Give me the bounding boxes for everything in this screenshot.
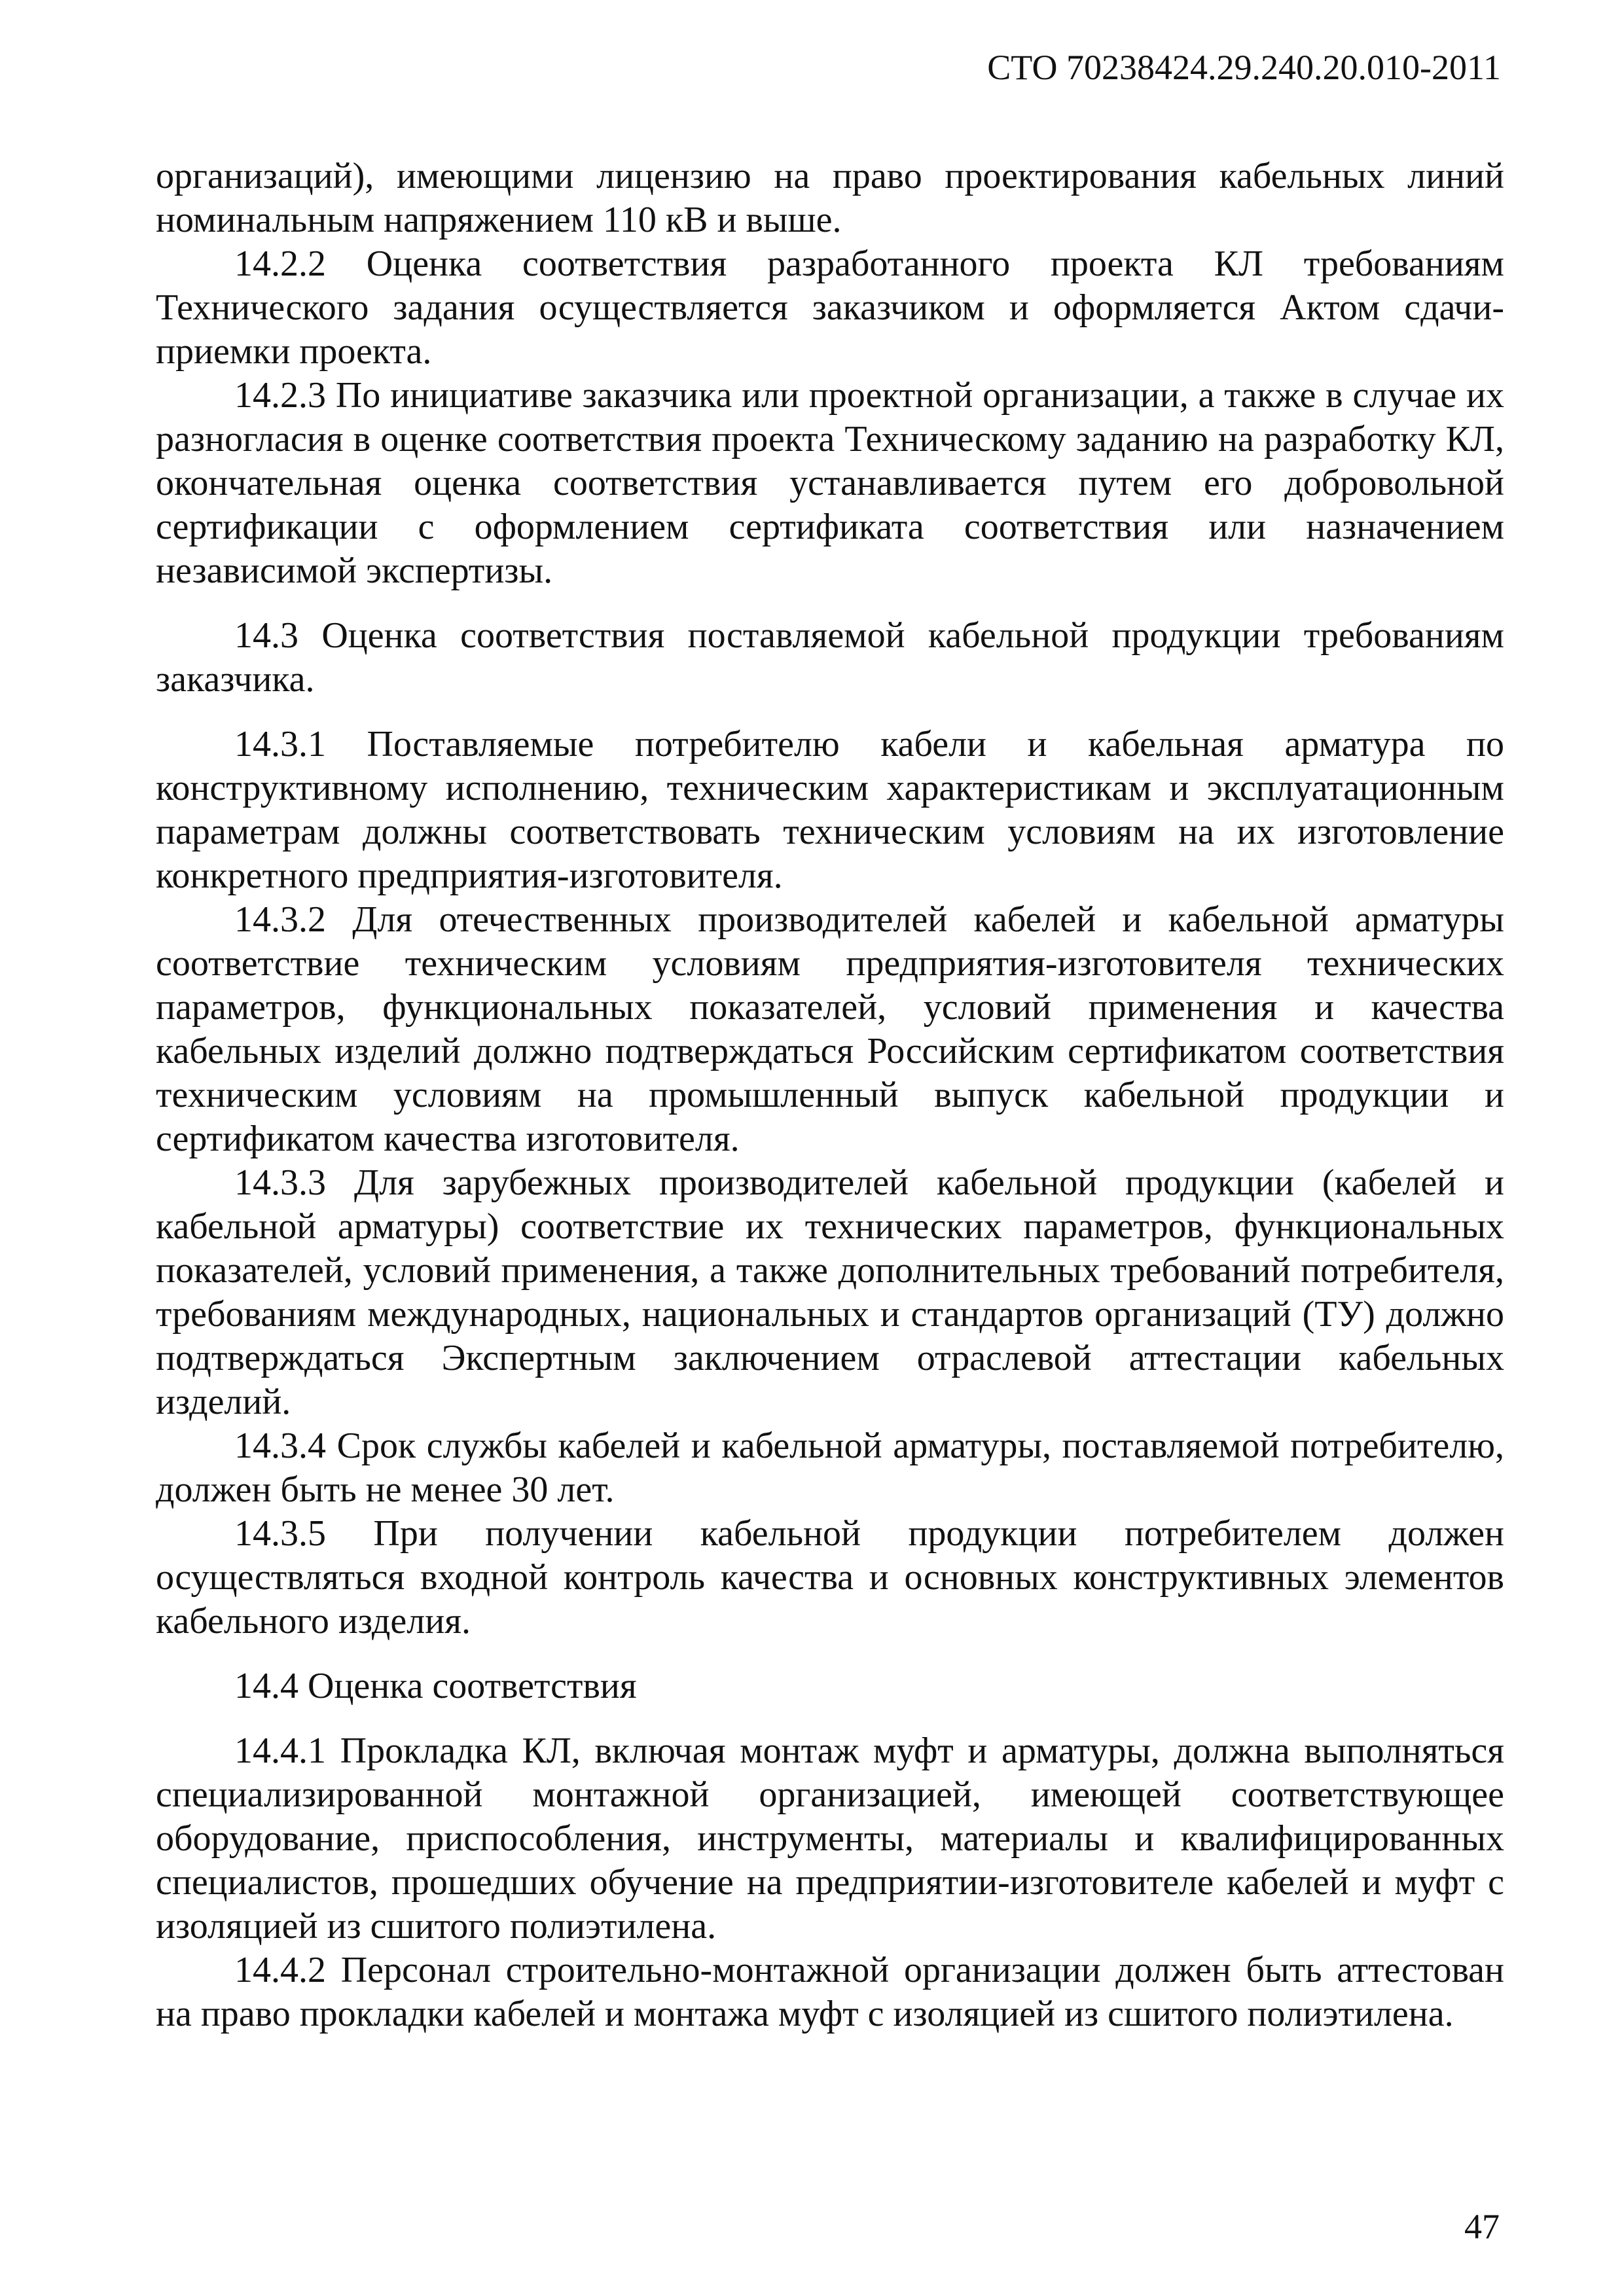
paragraph-14-3-1: 14.3.1 Поставляемые потребителю кабели и кабельная арматура по конструктивному исполнению, техническим характеристикам и эксплуатационным параметрам должны соответствовать техническим условиям на их изготовление конкретного предприятия-изготовителя. [156,724,1504,896]
paragraph-14-2-2: 14.2.2 Оценка соответствия разработанного проекта КЛ требованиям Технического задания осуществляется заказчиком и оформляется Актом сдачи-приемки проекта. [156,243,1504,372]
paragraph-14-3-4: 14.3.4 Срок службы кабелей и кабельной арматуры, поставляемой потребителю, должен быть не менее 30 лет. [156,1426,1504,1510]
section-heading-14-4: 14.4 Оценка соответствия [234,1666,637,1706]
paragraph-14-4-1: 14.4.1 Прокладка КЛ, включая монтаж муфт и арматуры, должна выполняться специализированной монтажной организацией, имеющей соответствующее оборудование, приспособления, инструменты, материалы и квалифицированных специалистов, прошедших обучение на предприятии-изготовителе кабелей и муфт с изоляцией из сшитого полиэтилена. [156,1731,1504,1946]
paragraph-14-3-5: 14.3.5 При получении кабельной продукции потребителем должен осуществляться входной контроль качества и основных конструктивных элементов кабельного изделия. [156,1513,1504,1641]
document-code: СТО 70238424.29.240.20.010-2011 [987,48,1501,87]
section-heading-14-3: 14.3 Оценка соответствия поставляемой кабельной продукции требованиям заказчика. [156,615,1504,700]
document-body [156,154,1504,2036]
paragraph-14-4-2: 14.4.2 Персонал строительно-монтажной организации должен быть аттестован на право прокладки кабелей и монтажа муфт с изоляцией из сшитого полиэтилена. [156,1950,1504,2034]
paragraph-14-3-3: 14.3.3 Для зарубежных производителей кабельной продукции (кабелей и кабельной арматуры) соответствие их технических параметров, функциональных показателей, условий применения, а также дополнительных требований потребителя, требованиям международных, национальных и стандартов организаций (ТУ) должно подтверждаться Экспертным заключением отраслевой аттестации кабельных изделий. [156,1162,1504,1422]
paragraph-14-2-3: 14.2.3 По инициативе заказчика или проектной организации, а также в случае их разногласия в оценке соответствия проекта Техническому заданию на разработку КЛ, окончательная оценка соответствия устанавливается путем его добровольной сертификации с оформлением сертификата соответствия или назначением независимой экспертизы. [156,375,1504,591]
page-number: 47 [1464,2207,1500,2246]
paragraph-continuation: организаций), имеющими лицензию на право проектирования кабельных линий номинальным напряжением 110 кВ и выше. [156,156,1504,240]
paragraph-14-3-2: 14.3.2 Для отечественных производителей кабелей и кабельной арматуры соответствие техническим условиям предприятия-изготовителя технических параметров, функциональных показателей, условий применения и качества кабельных изделий должно подтверждаться Российским сертификатом соответствия техническим условиям на промышленный выпуск кабельной продукции и сертификатом качества изготовителя. [156,899,1504,1159]
